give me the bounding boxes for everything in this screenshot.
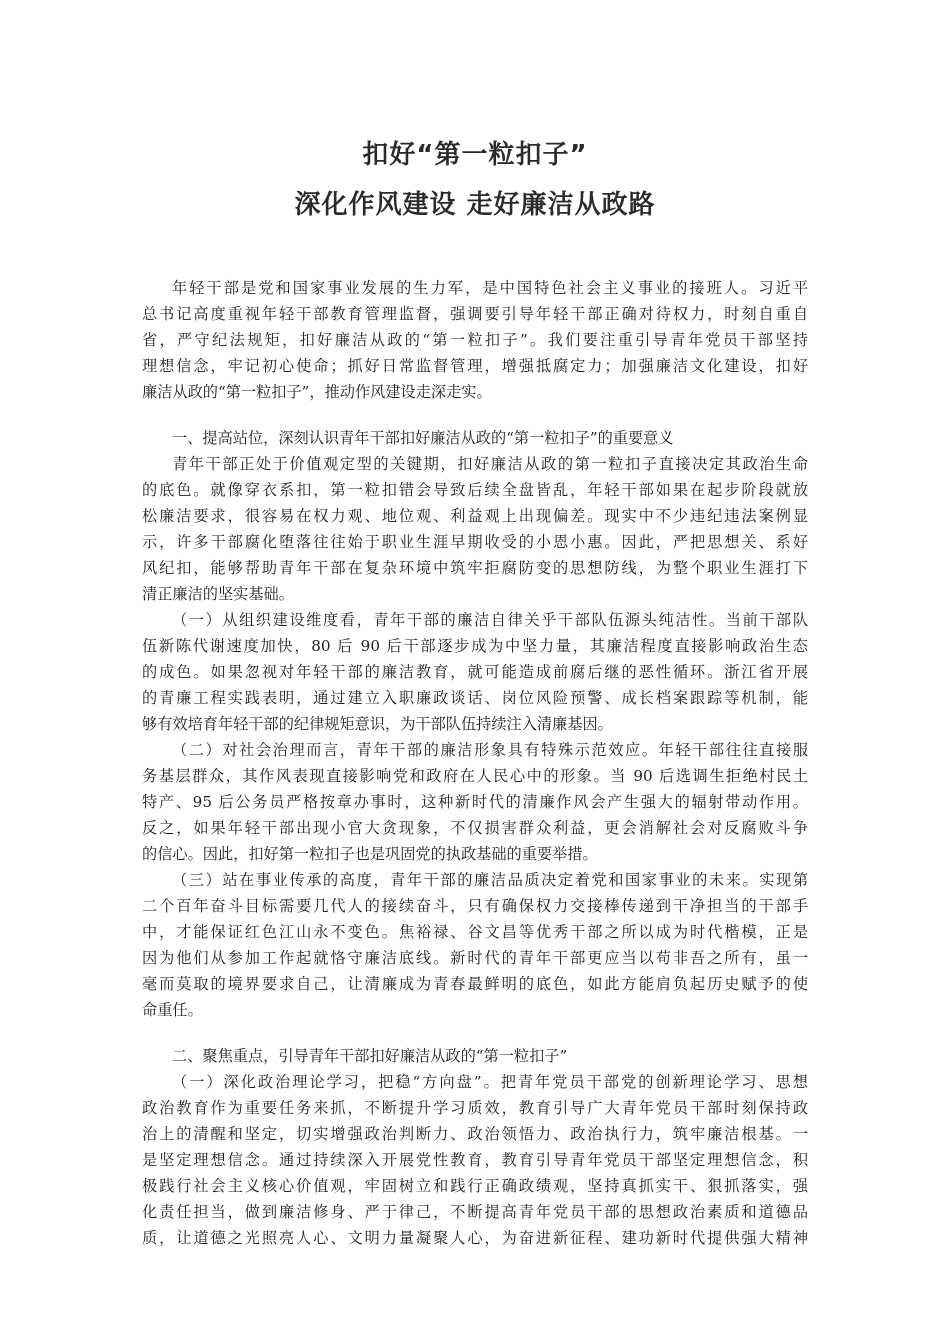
text-line: （二）对社会治理而言，青年干部的廉洁形象具有特殊示范效应。年轻干部往往直接服 <box>172 741 808 759</box>
text-line: 的青廉工程实践表明，通过建立入职廉政谈话、岗位风险预警、成长档案跟踪等机制，能 <box>142 689 808 707</box>
text-line: 中，才能保证红色江山永不变色。焦裕禄、谷文昌等优秀干部之所以成为时代楷模，正是 <box>142 923 808 941</box>
text-line: 因为他们从参加工作起就恪守廉洁底线。新时代的青年干部更应当以苟非吾之所有，虽一 <box>142 949 808 967</box>
text-line: 特产、95 后公务员严格按章办事时，这种新时代的清廉作风会产生强大的辐射带动作用。 <box>142 793 808 811</box>
section-heading-2: 二、聚焦重点，引导青年干部扣好廉洁从政的“第一粒扣子” <box>172 1047 568 1065</box>
text-line: 务基层群众，其作风表现直接影响党和政府在人民心中的形象。当 90 后选调生拒绝村民土 <box>142 767 808 785</box>
text-line: 风纪扣，能够帮助青年干部在复杂环境中筑牢拒腐防变的思想防线，为整个职业生涯打下 <box>142 559 808 577</box>
text-line: 二个百年奋斗目标需要几代人的接续奋斗，只有确保权力交接棒传递到干净担当的干部手 <box>142 897 808 915</box>
document-title: 扣好“第一粒扣子” <box>362 140 588 170</box>
text-line: 反之，如果年轻干部出现小官大贪现象，不仅损害群众利益，更会消解社会对反腐败斗争 <box>142 819 808 837</box>
text-line: （一）深化政治理论学习，把稳“方向盘”。把青年党员干部党的创新理论学习、思想 <box>172 1073 808 1091</box>
text-line: 的底色。就像穿衣系扣，第一粒扣错会导致后续全盘皆乱，年轻干部如果在起步阶段就放 <box>142 481 808 499</box>
text-line: 省，严守纪法规矩，扣好廉洁从政的“第一粒扣子”。我们要注重引导青年党员干部坚持 <box>142 331 808 349</box>
text-line: 化责任担当，做到廉洁修身、严于律己，不断提高青年党员干部的思想政治素质和道德品 <box>142 1203 808 1221</box>
text-line: 政治教育作为重要任务来抓，不断提升学习质效，教育引导广大青年党员干部时刻保持政 <box>142 1099 808 1117</box>
text-line: 清正廉洁的坚实基础。 <box>142 585 294 603</box>
text-line: 伍新陈代谢速度加快，80 后 90 后干部逐步成为中坚力量，其廉洁程度直接影响政治生态 <box>142 637 808 655</box>
text-line: 毫而莫取的境界要求自己，让清廉成为青春最鲜明的底色，如此方能肩负起历史赋予的使 <box>142 975 808 993</box>
text-line: 年轻干部是党和国家事业发展的生力军，是中国特色社会主义事业的接班人。习近平 <box>172 279 808 297</box>
text-line: 青年干部正处于价值观定型的关键期，扣好廉洁从政的第一粒扣子直接决定其政治生命 <box>172 455 808 473</box>
text-line: 松廉洁要求，很容易在权力观、地位观、利益观上出现偏差。现实中不少违纪违法案例显 <box>142 507 808 525</box>
text-line: 的信心。因此，扣好第一粒扣子也是巩固党的执政基础的重要举措。 <box>142 845 598 863</box>
text-line: 质，让道德之光照亮人心、文明力量凝聚人心，为奋进新征程、建功新时代提供强大精神 <box>142 1229 808 1247</box>
document-subtitle: 深化作风建设 走好廉洁从政路 <box>294 190 656 220</box>
text-line: 理想信念，牢记初心使命；抓好日常监督管理，增强抵腐定力；加强廉洁文化建设，扣好 <box>142 357 808 375</box>
text-line: 示，许多干部腐化堕落往往始于职业生涯早期收受的小恩小惠。因此，严把思想关、系好 <box>142 533 808 551</box>
text-line: （三）站在事业传承的高度，青年干部的廉洁品质决定着党和国家事业的未来。实现第 <box>172 871 808 889</box>
text-line: 治上的清醒和坚定，切实增强政治判断力、政治领悟力、政治执行力，筑牢廉洁根基。一 <box>142 1125 808 1143</box>
section-heading-1: 一、提高站位，深刻认识青年干部扣好廉洁从政的“第一粒扣子”的重要意义 <box>172 429 674 447</box>
text-line: 极践行社会主义核心价值观，牢固树立和践行正确政绩观，坚持真抓实干、狠抓落实，强 <box>142 1177 808 1195</box>
text-line: （一）从组织建设维度看，青年干部的廉洁自律关乎干部队伍源头纯洁性。当前干部队 <box>172 611 808 629</box>
text-line: 廉洁从政的“第一粒扣子”，推动作风建设走深走实。 <box>142 383 492 401</box>
text-line: 总书记高度重视年轻干部教育管理监督，强调要引导年轻干部正确对待权力，时刻自重自 <box>142 305 808 323</box>
text-line: 命重任。 <box>142 1001 203 1019</box>
text-line: 够有效培育年轻干部的纪律规矩意识，为干部队伍持续注入清廉基因。 <box>142 715 613 733</box>
text-line: 的成色。如果忽视对年轻干部的廉洁教育，就可能造成前腐后继的恶性循环。浙江省开展 <box>142 663 808 681</box>
text-line: 是坚定理想信念。通过持续深入开展党性教育，教育引导青年党员干部坚定理想信念，积 <box>142 1151 808 1169</box>
